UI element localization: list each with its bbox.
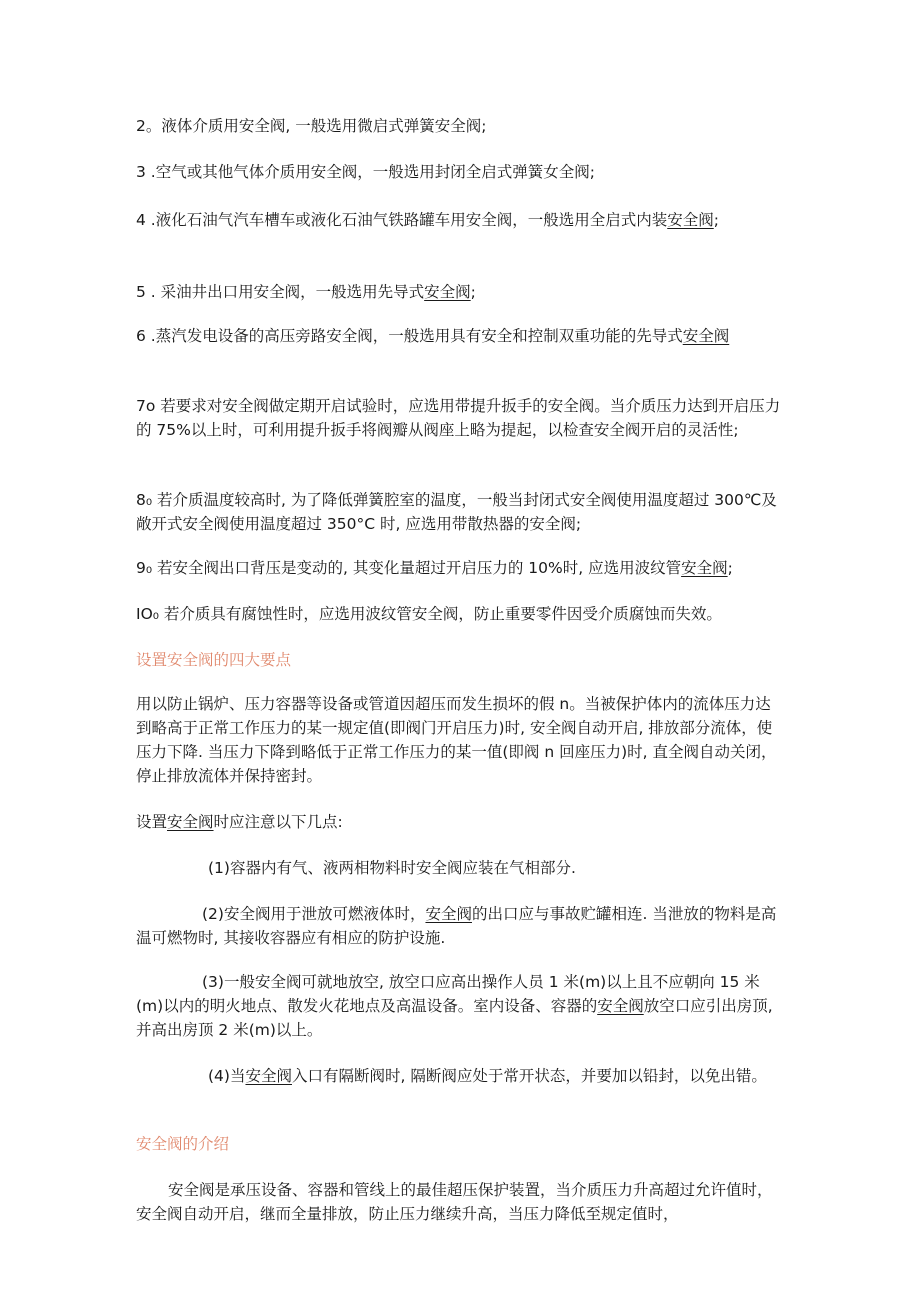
- item-5-tail: ;: [470, 283, 476, 301]
- point-2-text: (2)安全阀用于泄放可燃液体时，: [202, 905, 426, 923]
- item-9-link[interactable]: 安全阀: [681, 559, 728, 577]
- item-4-link[interactable]: 安全阀: [667, 211, 714, 229]
- notice-paragraph: [136, 810, 786, 834]
- notice-text: 设置: [136, 813, 168, 831]
- item-8-text: 8₀ 若介质温度较高时, 为了降低弹簧腔室的温度，一般当封闭式安全阀使用温度超过 300℃及敞开式安全阀使用温度超过 350°C 时, 应选用带散热器的安全阀;: [136, 491, 777, 533]
- section-heading-intro: 安全阀的介绍: [136, 1135, 230, 1153]
- item-10: [136, 602, 786, 626]
- item-5-text: 5 . 采油井出口用安全阀，一般选用先导式: [136, 283, 425, 301]
- point-4-text: (4)当: [208, 1067, 246, 1085]
- point-1: [136, 856, 786, 880]
- point-4: [136, 1064, 786, 1088]
- item-9-tail: ;: [727, 559, 733, 577]
- item-9: [136, 556, 786, 580]
- item-4-text: 4 .液化石油气汽车槽车或液化石油气铁路罐车用安全阀，一般选用全启式内装: [136, 211, 668, 229]
- item-3: [136, 160, 786, 184]
- point-3: [136, 970, 786, 1042]
- item-2-text: 2。液体介质用安全阀, 一般选用微启式弹簧安全阀;: [136, 117, 487, 135]
- point-4-link[interactable]: 安全阀: [245, 1067, 292, 1085]
- point-2-link[interactable]: 安全阀: [425, 905, 472, 923]
- point-2: [136, 902, 786, 950]
- item-2: [136, 114, 786, 138]
- item-3-text: 3 .空气或其他气体介质用安全阀，一般选用封闭全启式弹簧女全阀;: [136, 163, 595, 181]
- item-5: [136, 280, 786, 304]
- intro-safety-valve-paragraph: 安全阀是承压设备、容器和管线上的最佳超压保护装置，当介质压力升高超过允许值时，安全阀自动开启，继而全量排放，防止压力继续升高，当压力降低至规定值时，: [136, 1181, 773, 1223]
- point-3-text: (3)一般安全阀可就地放空, 放空口应高出操作人员 1 米(m)以上且不应朝向 15 米(m)以内的明火地点、散发火花地点及高温设备。室内设备、容器的: [136, 973, 760, 1015]
- point-2-tail: 的出口应与事故贮罐相连. 当泄放的物料是高温可燃物时, 其接收容器应有相应的防护设施.: [136, 905, 777, 947]
- item-8: [136, 488, 786, 536]
- item-6-link[interactable]: 安全阀: [682, 327, 730, 345]
- item-10-text: IO₀ 若介质具有腐蚀性时，应选用波纹管安全阀，防止重要零件因受介质腐蚀而失效。: [136, 605, 722, 623]
- point-3-link[interactable]: 安全阀: [597, 997, 644, 1015]
- notice-tail: 时应注意以下几点:: [213, 813, 343, 831]
- point-4-tail: 入口有隔断阀时, 隔断阀应处于常开状态，并要加以铅封，以免出错。: [291, 1067, 767, 1085]
- section-heading-four-points: 设置安全阀的四大要点: [136, 651, 292, 669]
- item-6: [136, 324, 786, 348]
- item-5-link[interactable]: 安全阀: [424, 283, 471, 301]
- item-7: [136, 394, 786, 442]
- item-4-tail: ;: [713, 211, 719, 229]
- item-6-text: 6 .蒸汽发电设备的高压旁路安全阀，一般选用具有安全和控制双重功能的先导式: [136, 327, 683, 345]
- item-9-text: 9₀ 若安全阀出口背压是变动的, 其变化量超过开启压力的 10%时, 应选用波纹管: [136, 559, 682, 577]
- point-3-tail: 放空口应引出房顶, 并高出房顶 2 米(m)以上。: [136, 997, 773, 1039]
- intro-paragraph: 用以防止锅炉、压力容器等设备或管道因超压而发生损坏的假 n。当被保护体内的流体压力达到略高于正常工作压力的某一规定值(即阀门开启压力)时, 安全阀自动开启, 排放部分流体，使压力下降. 当压力下降到略低于正常工作压力的某一值(即阀 n 回座压力)时, 直全阀自动关闭，停止排放流体并保持密封。: [136, 695, 777, 785]
- item-4: [136, 208, 786, 232]
- point-1-text: (1)容器内有气、液两相物料时安全阀应装在气相部分.: [208, 859, 576, 877]
- item-7-text: 7o 若要求对安全阀做定期开启试验时，应选用带提升扳手的安全阀。当介质压力达到开启压力的 75%以上时，可利用提升扳手将阀瓣从阀座上略为提起，以检查安全阀开启的灵活性;: [136, 397, 781, 439]
- notice-link[interactable]: 安全阀: [167, 813, 214, 831]
